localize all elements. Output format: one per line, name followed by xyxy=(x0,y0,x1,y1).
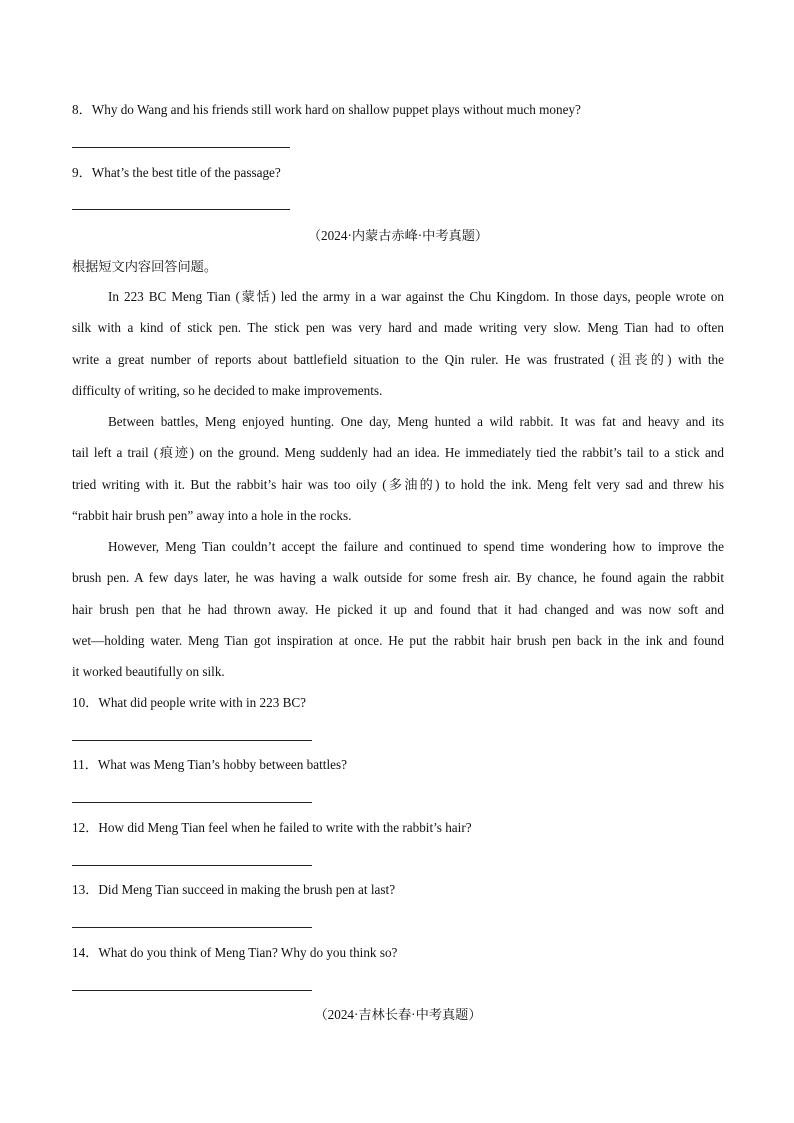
question-8 xyxy=(72,100,581,120)
question-text: Why do Wang and his friends still work hard on shallow puppet plays without much money? xyxy=(91,102,581,117)
paragraph-line: difficulty of writing, so he decided to make improvements. xyxy=(72,382,383,398)
question-text: What do you think of Meng Tian? Why do you think so? xyxy=(98,945,398,960)
answer-line[interactable] xyxy=(72,990,312,991)
passage-paragraph-2 xyxy=(72,406,724,531)
paragraph-line: hair brush pen that he had thrown away. He picked it up and found that it had changed and was now soft and xyxy=(72,601,724,617)
question-number: 8． xyxy=(72,102,92,117)
question-number: 9． xyxy=(72,165,92,180)
passage-paragraph-1 xyxy=(72,281,724,406)
question-number: 10． xyxy=(72,695,99,710)
question-number: 12． xyxy=(72,820,99,835)
paragraph-line: tail left a trail (痕迹) on the ground. Meng suddenly had an idea. He immediately tied the rabbit’s tail to a stick and xyxy=(72,445,724,461)
paragraph-line: wet—holding water. Meng Tian got inspiration at once. He put the rabbit hair brush pen back in the ink and found xyxy=(72,632,724,648)
paragraph-line: Between battles, Meng enjoyed hunting. One day, Meng hunted a wild rabbit. It was fat and heavy and its xyxy=(108,414,724,429)
next-source-heading: （2024·吉林长春·中考真题） xyxy=(314,1007,482,1022)
question-text: Did Meng Tian succeed in making the brush pen at last? xyxy=(98,882,396,897)
question-13 xyxy=(72,880,395,900)
paragraph-line: However, Meng Tian couldn’t accept the failure and continued to spend time wondering how to improve the xyxy=(108,539,724,554)
answer-line[interactable] xyxy=(72,209,290,210)
question-14 xyxy=(72,943,397,963)
question-9 xyxy=(72,163,281,183)
question-11 xyxy=(72,755,347,775)
paragraph-line: tried writing with it. But the rabbit’s hair was too oily (多油的) to hold the ink. Meng felt very sad and threw his xyxy=(72,476,724,492)
question-number: 13． xyxy=(72,882,99,897)
answer-line[interactable] xyxy=(72,802,312,803)
answer-line[interactable] xyxy=(72,865,312,866)
question-number: 14． xyxy=(72,945,99,960)
question-number: 11． xyxy=(72,757,98,772)
instruction-text: 根据短文内容回答问题。 xyxy=(72,259,218,274)
question-text: What did people write with in 223 BC? xyxy=(98,695,307,710)
source-heading: （2024·内蒙古赤峰·中考真题） xyxy=(307,228,489,243)
paragraph-line: brush pen. A few days later, he was having a walk outside for some fresh air. By chance, he found again the rabbit xyxy=(72,570,724,586)
paragraph-line: silk with a kind of stick pen. The stick pen was very hard and made writing very slow. Meng Tian had to often xyxy=(72,320,724,336)
question-10 xyxy=(72,693,306,713)
answer-line[interactable] xyxy=(72,147,290,148)
answer-line[interactable] xyxy=(72,740,312,741)
paragraph-line: In 223 BC Meng Tian (蒙恬) led the army in a war against the Chu Kingdom. In those days, people wrote on xyxy=(108,289,724,304)
question-12 xyxy=(72,818,472,838)
question-text: What’s the best title of the passage? xyxy=(91,165,281,180)
question-text: What was Meng Tian’s hobby between battles? xyxy=(97,757,347,772)
paragraph-line: “rabbit hair brush pen” away into a hole in the rocks. xyxy=(72,507,352,523)
paragraph-line: write a great number of reports about battlefield situation to the Qin ruler. He was frustrated (沮丧的) with the xyxy=(72,351,724,367)
passage-paragraph-3 xyxy=(72,531,724,687)
paragraph-line: it worked beautifully on silk. xyxy=(72,664,225,680)
answer-line[interactable] xyxy=(72,927,312,928)
question-text: How did Meng Tian feel when he failed to write with the rabbit’s hair? xyxy=(98,820,472,835)
